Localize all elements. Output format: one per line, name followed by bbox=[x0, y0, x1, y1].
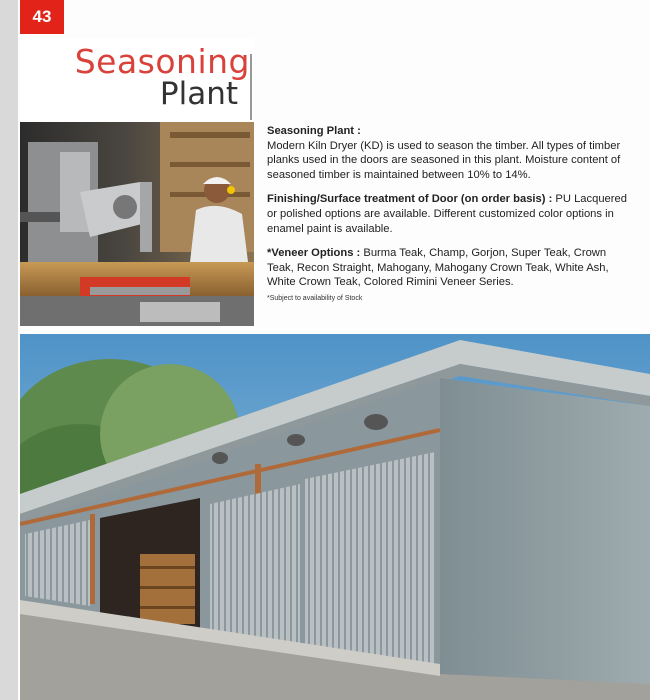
title-line-2: Plant bbox=[159, 76, 238, 112]
section-heading: *Veneer Options : bbox=[267, 247, 361, 260]
section-heading: Seasoning Plant : bbox=[267, 125, 361, 137]
section-heading: Finishing/Surface treatment of Door (on order basis) : bbox=[267, 193, 553, 206]
description-text bbox=[267, 124, 635, 307]
left-margin-strip bbox=[0, 0, 18, 700]
title-line-1: Seasoning bbox=[74, 42, 250, 81]
section-veneer bbox=[267, 246, 635, 290]
title-block bbox=[20, 38, 254, 122]
title-divider bbox=[250, 54, 252, 120]
section-body: Modern Kiln Dryer (KD) is used to season the timber. All types of timber planks used in the doors are seasoned in this plant. Moisture content of seasoned timber is maintained between 10% to 14%. bbox=[267, 139, 621, 181]
stock-note: *Subject to availability of Stock bbox=[267, 294, 363, 302]
section-body: PU Lacquered or polished options are available. Different customized color options in enamel paint is available. bbox=[267, 193, 627, 235]
section-finishing bbox=[267, 192, 635, 236]
section-body: Burma Teak, Champ, Gorjon, Super Teak, Crown Teak, Recon Straight, Mahogany, Mahogany Crown Teak, White Ash, White Crown Teak, Colored Rimini Veneer Series. bbox=[267, 247, 609, 289]
section-seasoning bbox=[267, 124, 635, 182]
page-number: 43 bbox=[20, 0, 64, 34]
machine-photo bbox=[20, 122, 254, 326]
kiln-building-photo bbox=[20, 334, 650, 700]
